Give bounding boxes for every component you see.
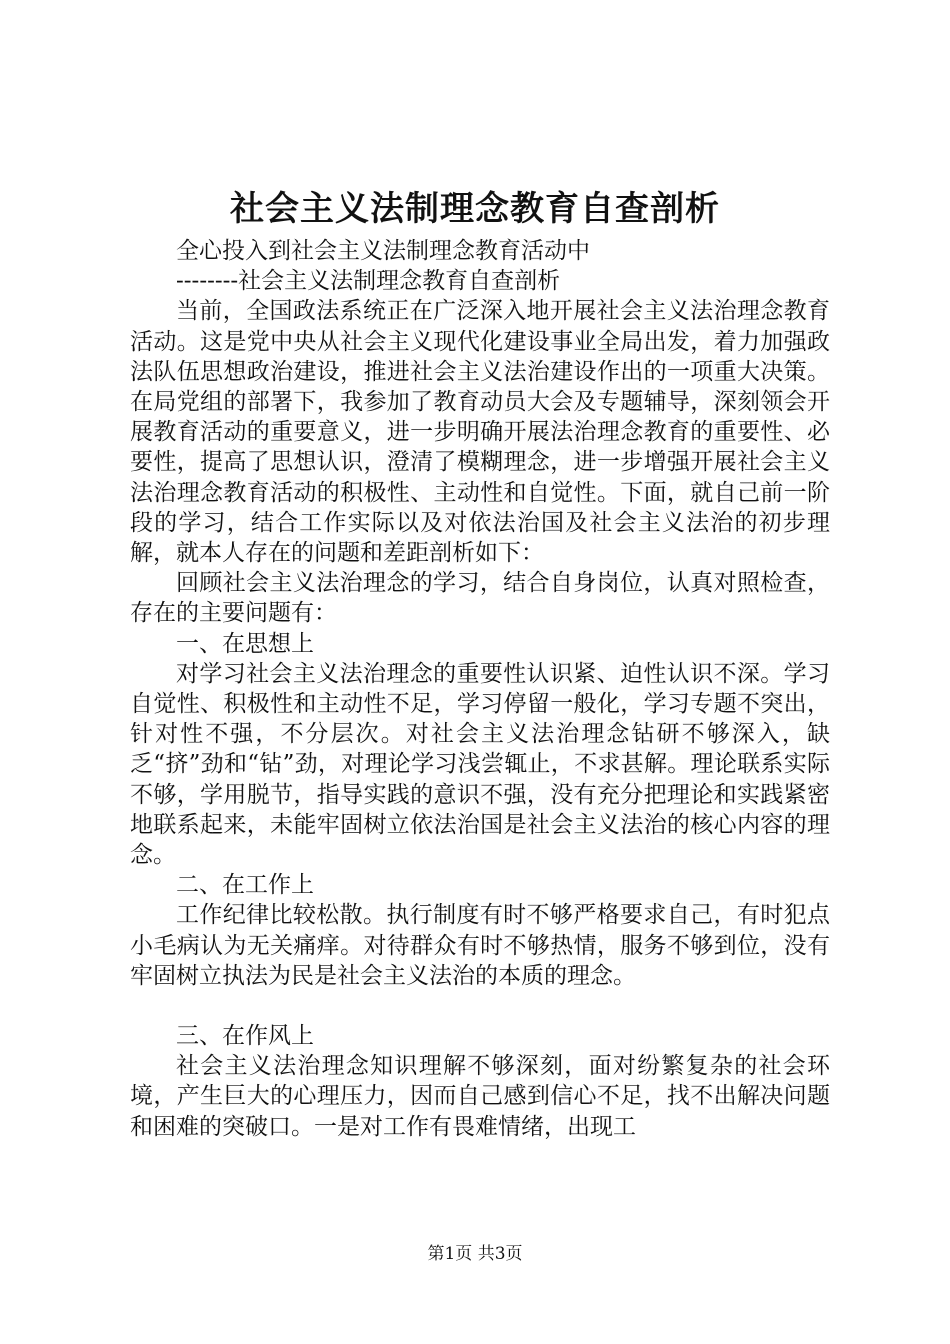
section-heading-thought: 一、在思想上	[176, 630, 314, 657]
section-heading-style: 三、在作风上	[176, 1023, 314, 1050]
paragraph-spacer	[130, 991, 830, 1021]
paragraph-intro: 当前，全国政法系统正在广泛深入地开展社会主义法治理念教育活动。这是党中央从社会主义现代化建设事业全局出发，着力加强政法队伍思想政治建设，推进社会主义法治建设作出的一项重大决策。在局党组的部署下，我参加了教育动员大会及专题辅导，深刻领会开展教育活动的重要意义，进一步明确开展法治理念教育的重要性、必要性，提高了思想认识，澄清了模糊理念，进一步增强开展社会主义法治理念教育活动的积极性、主动性和自觉性。下面，就自己前一阶段的学习，结合工作实际以及对依法治国及社会主义法治的初步理解，就本人存在的问题和差距剖析如下：	[130, 298, 830, 567]
section-heading-work: 二、在工作上	[176, 872, 314, 899]
document-title: 社会主义法制理念教育自查剖析	[230, 189, 720, 229]
subtitle-line-1: 全心投入到社会主义法制理念教育活动中	[176, 238, 590, 264]
paragraph-review: 回顾社会主义法治理念的学习，结合自身岗位，认真对照检查，存在的主要问题有：	[130, 570, 830, 627]
document-body	[130, 236, 830, 1142]
page-footer: 第1页 共3页	[427, 1244, 523, 1264]
paragraph-work: 工作纪律比较松散。执行制度有时不够严格要求自己，有时犯点小毛病认为无关痛痒。对待群众有时不够热情，服务不够到位，没有牢固树立执法为民是社会主义法治的本质的理念。	[130, 902, 830, 989]
paragraph-thought: 对学习社会主义法治理念的重要性认识紧、迫性认识不深。学习自觉性、积极性和主动性不足，学习停留一般化，学习专题不突出，针对性不强，不分层次。对社会主义法治理念钻研不够深入，缺乏“挤”劲和“钻”劲，对理论学习浅尝辄止，不求甚解。理论联系实际不够，学用脱节，指导实践的意识不强，没有充分把理论和实践紧密地联系起来，未能牢固树立依法治国是社会主义法治的核心内容的理念。	[130, 660, 830, 869]
subtitle-line-2: --------社会主义法制理念教育自查剖析	[176, 268, 561, 295]
paragraph-style: 社会主义法治理念知识理解不够深刻，面对纷繁复杂的社会环境，产生巨大的心理压力，因而自己感到信心不足，找不出解决问题和困难的突破口。一是对工作有畏难情绪，出现工	[130, 1053, 830, 1140]
